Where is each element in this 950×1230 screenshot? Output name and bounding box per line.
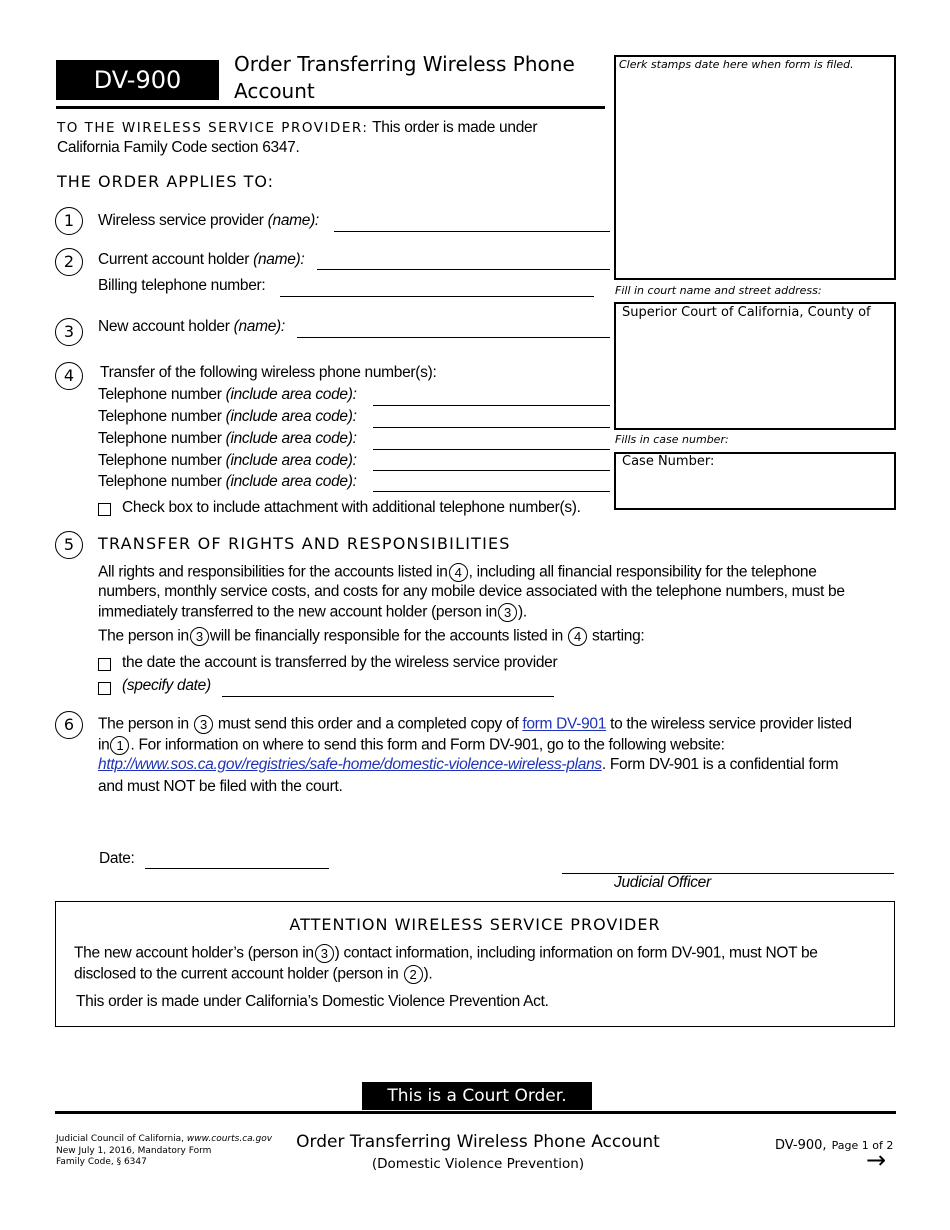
intro-line1	[57, 119, 537, 137]
footer-council: Judicial Council of California, www.courts.ca.gov	[56, 1134, 273, 1144]
phone-field[interactable]	[373, 427, 610, 428]
attachment-checkbox-label: Check box to include attachment with additional telephone number(s).	[122, 499, 581, 516]
rights-para-line1: All rights and responsibilities for the accounts listed in 4 , including all financial responsibility for the telephone	[98, 563, 817, 581]
case-number-label: Fills in case number:	[615, 433, 729, 446]
item-2-number: 2	[55, 248, 83, 276]
form-id-badge: DV-900	[56, 60, 219, 100]
specify-date-field[interactable]	[222, 696, 554, 697]
specify-date-option: (specify date)	[122, 677, 211, 694]
judicial-signature-line[interactable]	[562, 873, 894, 874]
footer-subtitle: (Domestic Violence Prevention)	[371, 1156, 585, 1172]
clerk-stamp-label: Clerk stamps date here when form is filed.	[619, 58, 854, 71]
item-5-number: 5	[55, 531, 83, 559]
item-6-number: 6	[55, 711, 83, 739]
new-holder-label: New account holder (name):	[98, 318, 285, 335]
send-order-line3: http://www.sos.ca.gov/registries/safe-home/domestic-violence-wireless-plans. Form DV-901 is a confidential form	[98, 756, 839, 773]
court-address-label: Fill in court name and street address:	[615, 284, 822, 297]
date-field[interactable]	[145, 868, 329, 869]
attention-heading: ATTENTION WIRELESS SERVICE PROVIDER	[289, 915, 661, 934]
phone-label: Telephone number (include area code):	[98, 408, 357, 425]
attention-line3: This order is made under California’s Domestic Violence Prevention Act.	[76, 993, 549, 1010]
item-4-number: 4	[55, 362, 83, 390]
send-order-line2: in 1 . For information on where to send this form and Form DV-901, go to the following website:	[98, 736, 725, 754]
judicial-officer-label: Judicial Officer	[614, 874, 711, 891]
case-number-box[interactable]	[614, 452, 896, 510]
date-label: Date:	[99, 850, 135, 867]
financial-line: The person in 3 will be financially responsible for the accounts listed in 4 starting:	[98, 627, 645, 645]
phone-label: Telephone number (include area code):	[98, 386, 357, 403]
form-title-line1: Order Transferring Wireless Phone	[234, 52, 575, 76]
phone-field[interactable]	[373, 491, 610, 492]
court-address-box[interactable]	[614, 302, 896, 430]
transfer-date-option: the date the account is transferred by the wireless service provider	[122, 654, 558, 671]
form-title-line2: Account	[234, 79, 315, 103]
footer-date-line: New July 1, 2016, Mandatory Form	[56, 1146, 212, 1156]
attachment-checkbox[interactable]	[98, 503, 111, 516]
sos-website-link[interactable]: http://www.sos.ca.gov/registries/safe-home/domestic-violence-wireless-plans	[98, 756, 602, 773]
phone-label: Telephone number (include area code):	[98, 473, 357, 490]
phone-label: Telephone number (include area code):	[98, 430, 357, 447]
case-number-text: Case Number:	[622, 454, 715, 469]
send-order-line4: and must NOT be filed with the court.	[98, 778, 343, 795]
footer-rule	[55, 1111, 896, 1114]
attention-line1: The new account holder’s (person in 3 ) contact information, including information on form DV-901, must NOT be	[74, 944, 818, 962]
transfer-date-checkbox[interactable]	[98, 658, 111, 671]
billing-number-field[interactable]	[280, 296, 594, 297]
current-holder-field[interactable]	[317, 269, 610, 270]
header-rule	[56, 106, 605, 109]
clerk-stamp-box	[614, 55, 896, 280]
rights-heading: TRANSFER OF RIGHTS AND RESPONSIBILITIES	[98, 534, 511, 553]
phone-label: Telephone number (include area code):	[98, 452, 357, 469]
attention-box	[55, 901, 895, 1027]
new-holder-field[interactable]	[297, 337, 610, 338]
item-3-number: 3	[55, 318, 83, 346]
intro-line2: California Family Code section 6347.	[57, 139, 300, 156]
court-order-banner: This is a Court Order.	[362, 1082, 592, 1110]
attention-line2: disclosed to the current account holder (person in 2 ).	[74, 965, 433, 983]
rights-para-line3: immediately transferred to the new account holder (person in 3 ).	[98, 603, 527, 621]
item-1-number: 1	[55, 207, 83, 235]
phone-field[interactable]	[373, 405, 610, 406]
current-holder-label: Current account holder (name):	[98, 251, 305, 268]
footer-title: Order Transferring Wireless Phone Account	[296, 1132, 660, 1152]
intro-text1: This order is made under	[368, 119, 538, 136]
phone-field[interactable]	[373, 470, 610, 471]
rights-para-line2: numbers, monthly service costs, and costs for any mobile device associated with the telephone numbers, must be	[98, 583, 845, 600]
send-order-line1: The person in 3 must send this order and a completed copy of form DV-901 to the wireless service provider listed	[98, 715, 852, 733]
court-address-text: Superior Court of California, County of	[622, 305, 871, 320]
specify-date-checkbox[interactable]	[98, 682, 111, 695]
provider-label: Wireless service provider (name):	[98, 212, 319, 229]
billing-number-label: Billing telephone number:	[98, 277, 266, 294]
next-page-arrow-icon[interactable]: →	[866, 1146, 887, 1174]
form-dv901-link[interactable]: form DV-901	[522, 715, 607, 733]
intro-lead: TO THE WIRELESS SERVICE PROVIDER:	[57, 120, 369, 136]
transfer-heading: Transfer of the following wireless phone number(s):	[100, 364, 437, 381]
footer-page-info: DV-900, Page 1 of 2	[775, 1138, 894, 1153]
phone-field[interactable]	[373, 449, 610, 450]
applies-heading: THE ORDER APPLIES TO:	[57, 172, 275, 191]
footer-code-line: Family Code, § 6347	[56, 1157, 147, 1167]
provider-name-field[interactable]	[334, 231, 610, 232]
